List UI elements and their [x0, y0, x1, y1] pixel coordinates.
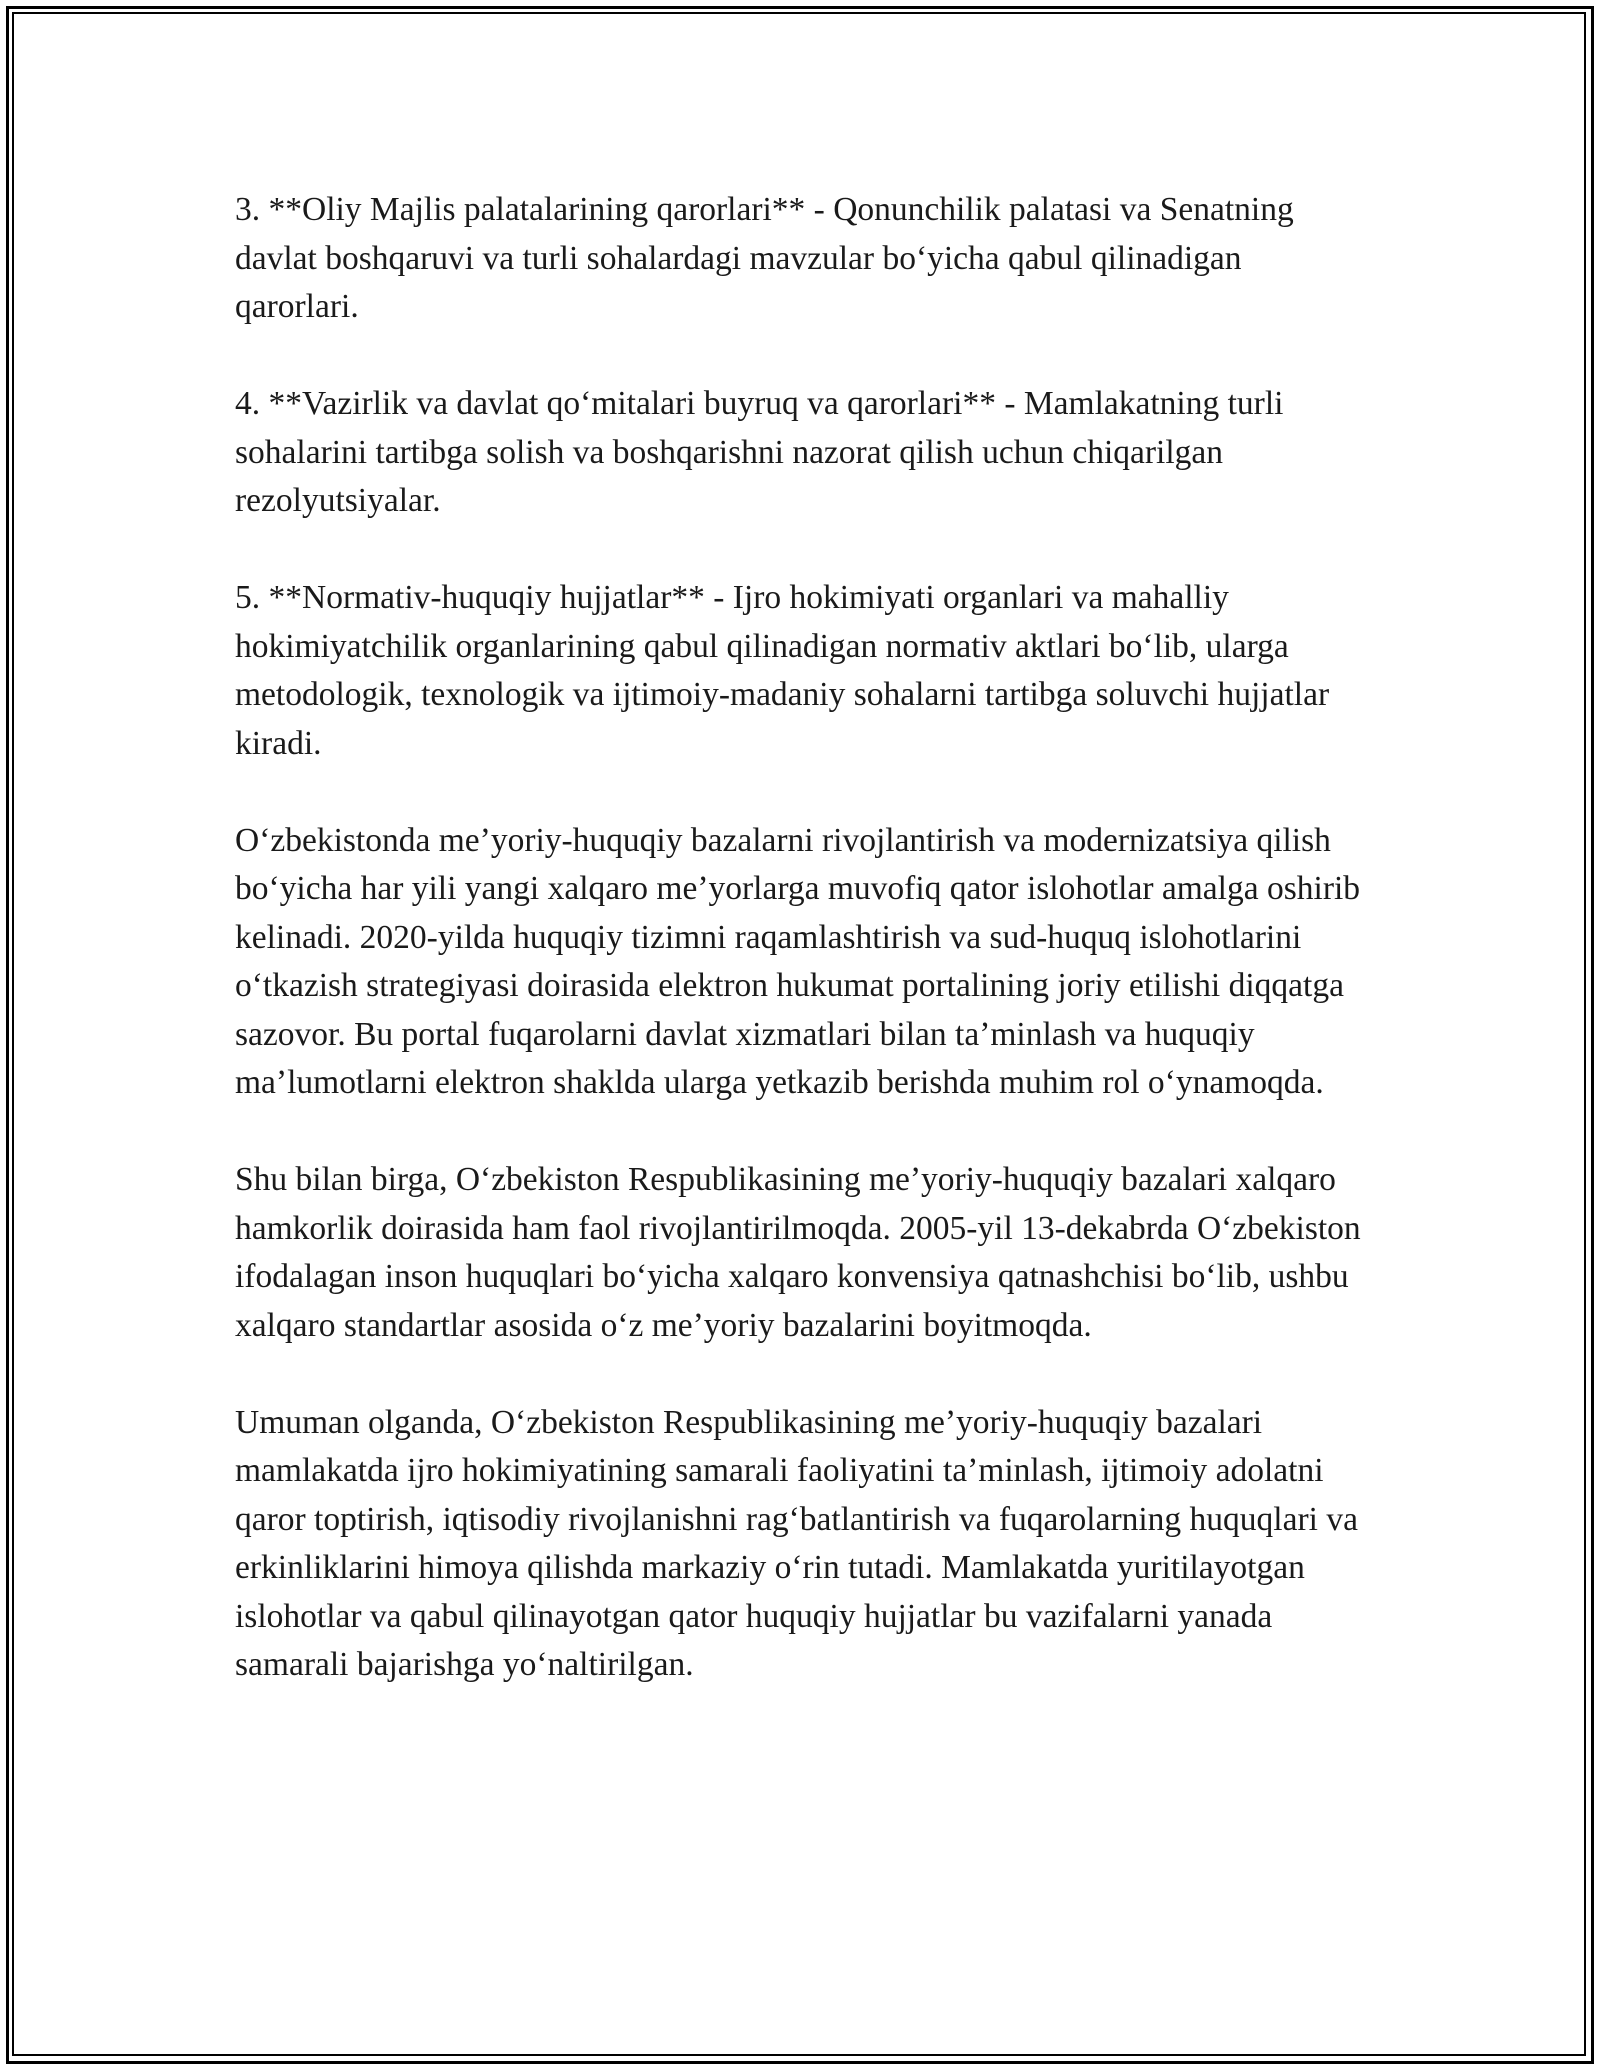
- paragraph-legal-base-development: Oʻzbekistonda meʼyoriy-huquqiy bazalarni rivojlantirish va modernizatsiya qilish boʻyicha har yili yangi xalqaro meʼyorlarga muvofiq qator islohotlar amalga oshirib kelinadi. 2020-yilda huquqiy tizimni raqamlashtirish va sud-huquq islohotlarini oʻtkazish strategiyasi doirasida elektron hukumat portalining joriy etilishi diqqatga sazovor. Bu portal fuqarolarni davlat xizmatlari bilan taʼminlash va huquqiy maʼlumotlarni elektron shakldа ularga yetkazib berishda muhim rol oʻynamoqda.: [235, 821, 1361, 1101]
- document-body: [235, 186, 1365, 1738]
- paragraph-ministry-orders: 4. **Vazirlik va davlat qoʻmitalari buyruq va qarorlari** - Mamlakatning turli sohalarini tartibga solish va boshqarishni nazorat qilish uchun chiqarilgan rezolyutsiyalar.: [235, 385, 1284, 519]
- paragraph-oliy-majlis-decisions: 3. **Oliy Majlis palatalarining qarorlari** - Qonunchilik palatasi va Senatning davlat boshqaruvi va turli sohalardagi mavzular boʻyicha qabul qilinadigan qarorlari.: [235, 191, 1294, 325]
- paragraph-international-cooperation: Shu bilan birga, Oʻzbekiston Respublikasining meʼyoriy-huquqiy bazalari xalqaro hamkorlik doirasida ham faol rivojlantirilmoqda. 2005-yil 13-dekabrda Oʻzbekiston ifodalagan inson huquqlari boʻyicha xalqaro konvensiya qatnashchisi boʻlib, ushbu xalqaro standartlar asosida oʻz meʼyoriy bazalarini boyitmoqda.: [235, 1161, 1361, 1344]
- paragraph-normative-legal-documents: 5. **Normativ-huquqiy hujjatlar** - Ijro hokimiyati organlari va mahalliy hokimiyatchilik organlarining qabul qilinadigan normativ aktlari boʻlib, ularga metodologik, texnologik va ijtimoiy-madaniy sohalarni tartibga soluvchi hujjatlar kiradi.: [235, 579, 1330, 762]
- paragraph-conclusion: Umuman olganda, Oʻzbekiston Respublikasining meʼyoriy-huquqiy bazalari mamlakatda ijro hokimiyatining samarali faoliyatini taʼminlash, ijtimoiy adolatni qaror toptirish, iqtisodiy rivojlanishni ragʻbatlantirish va fuqarolarning huquqlari va erkinliklarini himoya qilishda markaziy oʻrin tutadi. Mamlakatda yuritilayotgan islohotlar va qabul qilinayotgan qator huquqiy hujjatlar bu vazifalarni yanada samarali bajarishga yoʻnaltirilgan.: [235, 1403, 1358, 1683]
